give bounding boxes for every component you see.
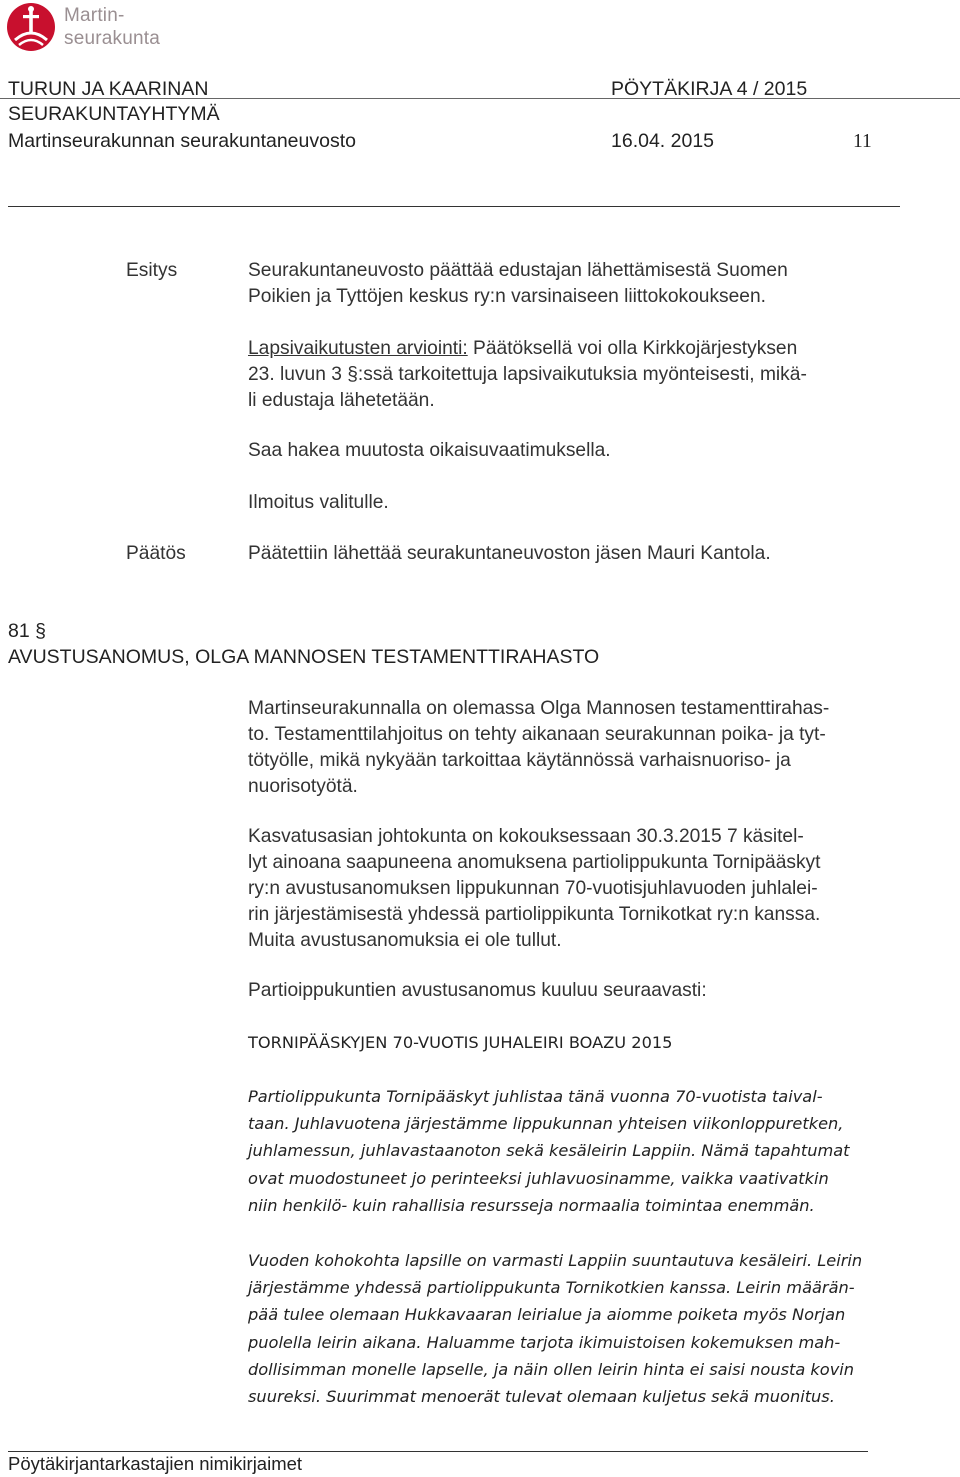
impact-line: Lapsivaikutusten arviointi: Päätöksellä voi olla Kirkkojärjestyksen [248, 338, 798, 359]
paragraph-line: tötyölle, mikä nykyään tarkoittaa käytännössä varhaisnuoriso- ja [248, 750, 791, 771]
decision-label: Päätös [126, 543, 186, 564]
application-line: taan. Juhlavuotena järjestämme lippukunnan yhteisen viikonloppuretken, [248, 1114, 844, 1134]
application-title: TORNIPÄÄSKYJEN 70-VUOTIS JUHALEIRI BOAZU 2015 [248, 1033, 673, 1052]
impact-line: li edustaja lähetetään. [248, 390, 435, 411]
section-title: AVUSTUSANOMUS, OLGA MANNOSEN TESTAMENTTIRAHASTO [8, 646, 600, 668]
church-logo-icon [6, 2, 56, 52]
paragraph-line: Kasvatusasian johtokunta on kokouksessaan 30.3.2015 7 käsitel- [248, 826, 804, 847]
application-line: Partiolippukunta Tornipääskyt juhlistaa tänä vuonna 70-vuotista taival- [248, 1087, 823, 1106]
proposal-text [248, 258, 900, 310]
meeting-date: 16.04. 2015 [611, 130, 715, 152]
paragraph-line: lyt ainoana saapuneena anomuksena partiolippukunta Tornipääskyt [248, 852, 821, 873]
paragraph-line: nuorisotyötä. [248, 776, 358, 797]
child-impact-assessment [248, 336, 900, 414]
proposal-label: Esitys [126, 260, 178, 281]
council-name: Martinseurakunnan seurakuntaneuvosto [8, 130, 356, 152]
paragraph-line: to. Testamenttilahjoitus on tehty aikanaan seurakunnan poika- ja tyt- [248, 724, 826, 745]
application-line: järjestämme yhdessä partiolippukunta Tornikotkien kanssa. Leirin määrän- [248, 1278, 855, 1298]
org-name-line2: SEURAKUNTAYHTYMÄ [8, 103, 220, 125]
application-line: puolella leirin aikana. Haluamme tarjota ikimuistoisen kokemuksen mah- [248, 1332, 841, 1352]
paragraph-board [248, 824, 900, 954]
header-rule [0, 98, 960, 99]
page-number: 11 [853, 131, 872, 152]
paragraph-line: ry:n avustusanomuksen lippukunnan 70-vuotisjuhlavuoden juhlalei- [248, 878, 818, 899]
application-line: niin henkilö- kuin rahallisia resursseja normaalia toimintaa enemmän. [248, 1195, 815, 1215]
logo-line1: Martin- [64, 5, 125, 26]
application-line: ovat muodostuneet jo perinteeksi juhlavuosinamme, vaikka vaativatkin [248, 1168, 829, 1188]
org-name-line1: TURUN JA KAARINAN [8, 78, 209, 100]
application-paragraph-1 [248, 1083, 900, 1219]
logo [6, 2, 186, 54]
application-line: pää tulee olemaan Hukkavaaran leirialue ja aiomme poiketa myös Norjan [248, 1305, 846, 1325]
notify-note: Ilmoitus valitulle. [248, 492, 389, 513]
paragraph-line: rin järjestämisestä yhdessä partiolippikunta Tornikotkat ry:n kanssa. [248, 904, 821, 925]
section-symbol: § [347, 364, 358, 385]
paragraph-intro: Partioippukuntien avustusanomus kuuluu seuraavasti: [248, 980, 707, 1001]
application-paragraph-2 [248, 1247, 900, 1410]
application-line: Vuoden kohokohta lapsille on varmasti Lappiin suuntautuva kesäleiri. Leirin [248, 1251, 863, 1270]
paragraph-line: Muita avustusanomuksia ei ole tullut. [248, 930, 562, 951]
paragraph-line: Martinseurakunnalla on olemassa Olga Mannosen testamenttirahas- [248, 698, 830, 719]
document-title: PÖYTÄKIRJA 4 / 2015 [611, 78, 808, 100]
section-number: 81 § [8, 620, 46, 642]
application-line: juhlamessun, juhlavastaanoton sekä kesäleirin Lappiin. Nämä tapahtumat [248, 1141, 850, 1161]
proposal-line: Seurakuntaneuvosto päättää edustajan lähettämisestä Suomen [248, 260, 788, 281]
proposal-line: Poikien ja Tyttöjen keskus ry:n varsinaiseen liittokokoukseen. [248, 286, 766, 307]
signatures-label: Pöytäkirjantarkastajien nimikirjaimet [8, 1453, 303, 1474]
logo-wordmark [64, 4, 160, 50]
decision-text: Päätettiin lähettää seurakuntaneuvoston jäsen Mauri Kantola. [248, 543, 771, 564]
paragraph-fund [248, 696, 900, 800]
application-line: suureksi. Suurimmat menoerät tulevat olemaan kuljetus sekä muonitus. [248, 1387, 835, 1407]
section-symbol: § [35, 620, 46, 642]
logo-line2: seurakunta [64, 28, 161, 49]
application-line: dollisimman monelle lapselle, ja näin ollen leirin hinta ei saisi nousta kovin [248, 1359, 855, 1379]
impact-heading: Lapsivaikutusten arviointi: [248, 338, 468, 359]
appeal-note: Saa hakea muutosta oikaisuvaatimuksella. [248, 440, 611, 461]
impact-line: 23. luvun 3 §:ssä tarkoitettuja lapsivaikutuksia myönteisesti, mikä- [248, 364, 807, 385]
separator-rule [8, 206, 900, 207]
